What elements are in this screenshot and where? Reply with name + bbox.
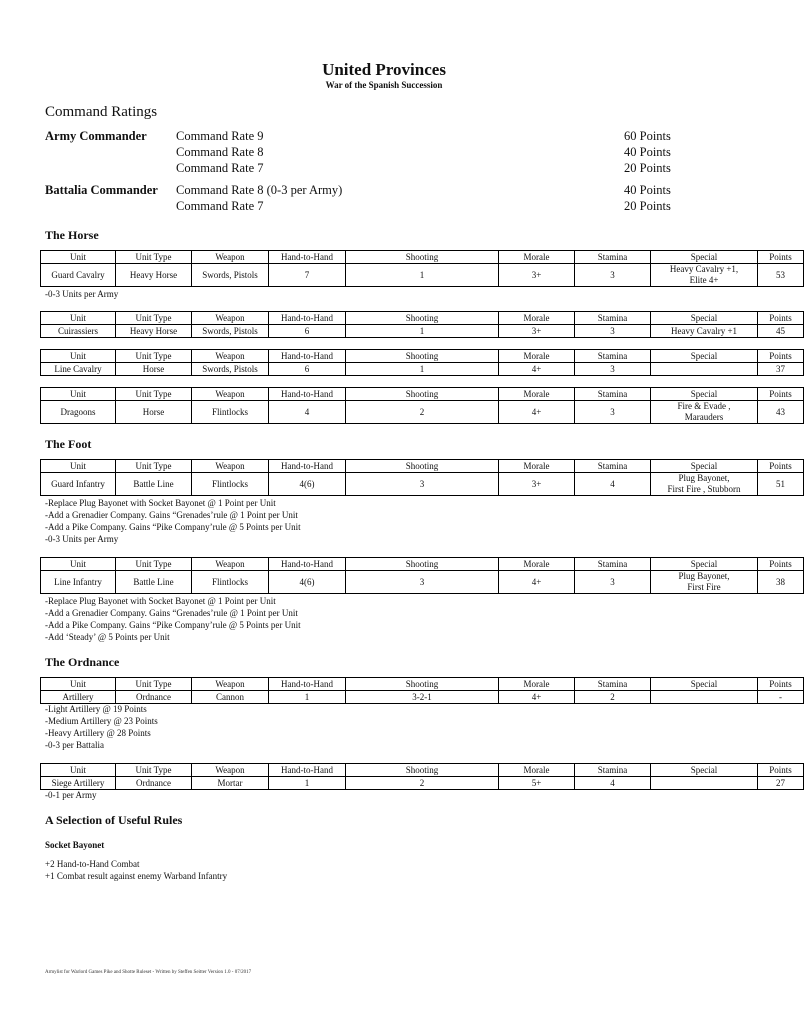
command-ratings-heading: Command Ratings — [45, 104, 158, 120]
table-row — [41, 473, 804, 496]
table-row — [41, 571, 804, 594]
battalia-points-2: 20 Points — [624, 199, 671, 213]
header-stamina: Stamina — [575, 312, 651, 325]
cell-weapon: Flintlocks — [192, 473, 269, 496]
battalia-commander-label: Battalia Commander — [45, 183, 158, 197]
cell-morale: 3+ — [499, 473, 575, 496]
unit-table-line-infantry — [40, 557, 804, 594]
cell-unit: Cuirassiers — [41, 325, 116, 338]
table-header-row — [41, 312, 804, 325]
cell-shooting: 3-2-1 — [346, 691, 499, 704]
table-row — [41, 691, 804, 704]
header-points: Points — [758, 558, 804, 571]
header-shooting: Shooting — [346, 764, 499, 777]
header-shooting: Shooting — [346, 460, 499, 473]
header-unit: Unit — [41, 678, 116, 691]
cell-weapon: Swords, Pistols — [192, 325, 269, 338]
cell-weapon: Swords, Pistols — [192, 363, 269, 376]
table-header-row — [41, 678, 804, 691]
cell-weapon: Flintlocks — [192, 571, 269, 594]
battalia-points-1: 40 Points — [624, 183, 671, 197]
header-stamina: Stamina — [575, 251, 651, 264]
page-subtitle: War of the Spanish Succession — [325, 80, 443, 90]
cell-shooting: 1 — [346, 325, 499, 338]
rule-title-socket-bayonet: Socket Bayonet — [45, 840, 105, 850]
cell-stamina: 3 — [575, 571, 651, 594]
battalia-rate-2: Command Rate 7 — [176, 199, 264, 213]
cell-special — [651, 473, 758, 496]
header-stamina: Stamina — [575, 388, 651, 401]
header-unit-type: Unit Type — [116, 312, 192, 325]
cell-hand-to-hand: 1 — [269, 777, 346, 790]
header-morale: Morale — [499, 764, 575, 777]
army-rate-2: Command Rate 8 — [176, 145, 264, 159]
unit-table-guard-infantry — [40, 459, 804, 496]
cell-points: - — [758, 691, 804, 704]
header-unit: Unit — [41, 460, 116, 473]
cell-shooting: 2 — [346, 401, 499, 424]
header-hand-to-hand: Hand-to-Hand — [269, 312, 346, 325]
table-header-row — [41, 350, 804, 363]
cell-stamina: 3 — [575, 401, 651, 424]
special-line-2: Marauders — [684, 412, 724, 422]
cell-hand-to-hand: 4(6) — [269, 473, 346, 496]
battalia-rate-1: Command Rate 8 (0-3 per Army) — [176, 183, 343, 197]
special-line-1: Plug Bayonet, — [678, 473, 730, 483]
header-hand-to-hand: Hand-to-Hand — [269, 764, 346, 777]
unit-table-guard-cavalry — [40, 250, 804, 287]
cell-unit: Dragoons — [41, 401, 116, 424]
header-special: Special — [651, 251, 758, 264]
cell-weapon: Mortar — [192, 777, 269, 790]
unit-table-cuirassiers — [40, 311, 804, 338]
cell-shooting: 1 — [346, 264, 499, 287]
army-points-3: 20 Points — [624, 161, 671, 175]
cell-unit-type: Heavy Horse — [116, 325, 192, 338]
cell-unit-type: Ordnance — [116, 777, 192, 790]
rule-line: +1 Combat result against enemy Warband Infantry — [45, 871, 228, 881]
cell-shooting: 1 — [346, 363, 499, 376]
header-special: Special — [651, 350, 758, 363]
army-points-1: 60 Points — [624, 129, 671, 143]
table-row — [41, 264, 804, 287]
cell-points: 37 — [758, 363, 804, 376]
header-special: Special — [651, 460, 758, 473]
cell-stamina: 3 — [575, 264, 651, 287]
header-points: Points — [758, 350, 804, 363]
note-line: -0-3 Units per Army — [45, 534, 119, 544]
cell-unit: Guard Infantry — [41, 473, 116, 496]
header-unit: Unit — [41, 388, 116, 401]
cell-stamina: 3 — [575, 325, 651, 338]
table-header-row — [41, 251, 804, 264]
cell-unit-type: Ordnance — [116, 691, 192, 704]
cell-unit-type: Horse — [116, 363, 192, 376]
cell-unit-type: Battle Line — [116, 473, 192, 496]
ordnance-heading: The Ordnance — [45, 655, 120, 669]
header-hand-to-hand: Hand-to-Hand — [269, 678, 346, 691]
header-unit-type: Unit Type — [116, 558, 192, 571]
header-special: Special — [651, 388, 758, 401]
header-shooting: Shooting — [346, 678, 499, 691]
cell-stamina: 3 — [575, 363, 651, 376]
rule-line: +2 Hand-to-Hand Combat — [45, 859, 140, 869]
note-line: -0-3 per Battalia — [45, 740, 104, 750]
header-points: Points — [758, 460, 804, 473]
note-line: -Heavy Artillery @ 28 Points — [45, 728, 151, 738]
cell-unit: Siege Artillery — [41, 777, 116, 790]
cell-hand-to-hand: 6 — [269, 363, 346, 376]
cell-points: 51 — [758, 473, 804, 496]
header-shooting: Shooting — [346, 350, 499, 363]
header-points: Points — [758, 678, 804, 691]
cell-special — [651, 363, 758, 376]
cell-weapon: Swords, Pistols — [192, 264, 269, 287]
header-morale: Morale — [499, 350, 575, 363]
header-special: Special — [651, 764, 758, 777]
guard-infantry-notes — [45, 497, 301, 545]
table-row — [41, 363, 804, 376]
cell-unit-type: Horse — [116, 401, 192, 424]
cell-shooting: 3 — [346, 473, 499, 496]
header-stamina: Stamina — [575, 678, 651, 691]
page-title: United Provinces — [322, 60, 446, 79]
header-weapon: Weapon — [192, 460, 269, 473]
note-line: -Replace Plug Bayonet with Socket Bayonet @ 1 Point per Unit — [45, 498, 276, 508]
header-stamina: Stamina — [575, 558, 651, 571]
cell-weapon: Flintlocks — [192, 401, 269, 424]
cell-special — [651, 777, 758, 790]
army-commander-label: Army Commander — [45, 129, 147, 143]
cell-unit: Artillery — [41, 691, 116, 704]
header-hand-to-hand: Hand-to-Hand — [269, 460, 346, 473]
header-unit: Unit — [41, 558, 116, 571]
header-unit-type: Unit Type — [116, 251, 192, 264]
header-morale: Morale — [499, 251, 575, 264]
header-shooting: Shooting — [346, 558, 499, 571]
cell-special — [651, 264, 758, 287]
table-header-row — [41, 388, 804, 401]
cell-hand-to-hand: 6 — [269, 325, 346, 338]
header-stamina: Stamina — [575, 350, 651, 363]
unit-table-dragoons — [40, 387, 804, 424]
header-weapon: Weapon — [192, 350, 269, 363]
header-stamina: Stamina — [575, 764, 651, 777]
note-line: -Light Artillery @ 19 Points — [45, 704, 147, 714]
cell-points: 45 — [758, 325, 804, 338]
header-unit-type: Unit Type — [116, 460, 192, 473]
cell-special — [651, 571, 758, 594]
header-weapon: Weapon — [192, 388, 269, 401]
header-unit: Unit — [41, 312, 116, 325]
header-special: Special — [651, 678, 758, 691]
header-shooting: Shooting — [346, 312, 499, 325]
cell-morale: 4+ — [499, 571, 575, 594]
army-points-2: 40 Points — [624, 145, 671, 159]
cell-stamina: 4 — [575, 473, 651, 496]
cell-shooting: 2 — [346, 777, 499, 790]
cell-hand-to-hand: 7 — [269, 264, 346, 287]
header-weapon: Weapon — [192, 678, 269, 691]
cell-points: 38 — [758, 571, 804, 594]
cell-stamina: 4 — [575, 777, 651, 790]
artillery-notes — [45, 703, 158, 751]
table-header-row — [41, 764, 804, 777]
cell-hand-to-hand: 4(6) — [269, 571, 346, 594]
cell-morale: 4+ — [499, 401, 575, 424]
header-special: Special — [651, 558, 758, 571]
header-unit-type: Unit Type — [116, 764, 192, 777]
cell-unit: Guard Cavalry — [41, 264, 116, 287]
note-line: -Replace Plug Bayonet with Socket Bayonet @ 1 Point per Unit — [45, 596, 276, 606]
header-weapon: Weapon — [192, 251, 269, 264]
header-morale: Morale — [499, 460, 575, 473]
special-line-2: First Fire — [687, 582, 721, 592]
horse-heading: The Horse — [45, 228, 99, 242]
cell-hand-to-hand: 4 — [269, 401, 346, 424]
cell-special — [651, 691, 758, 704]
cell-morale: 4+ — [499, 363, 575, 376]
army-rate-1: Command Rate 9 — [176, 129, 264, 143]
cell-weapon: Cannon — [192, 691, 269, 704]
cell-special — [651, 401, 758, 424]
special-line-2: First Fire , Stubborn — [667, 484, 741, 494]
table-header-row — [41, 460, 804, 473]
note-line: -0-3 Units per Army — [45, 289, 119, 299]
cell-unit-type: Battle Line — [116, 571, 192, 594]
header-weapon: Weapon — [192, 558, 269, 571]
cell-morale: 4+ — [499, 691, 575, 704]
header-hand-to-hand: Hand-to-Hand — [269, 558, 346, 571]
cell-points: 53 — [758, 264, 804, 287]
header-unit: Unit — [41, 350, 116, 363]
header-stamina: Stamina — [575, 460, 651, 473]
note-line: -Add a Pike Company. Gains “Pike Company’rule @ 5 Points per Unit — [45, 620, 301, 630]
unit-table-artillery — [40, 677, 804, 704]
army-rate-3: Command Rate 7 — [176, 161, 264, 175]
special-line-1: Fire & Evade , — [677, 401, 731, 411]
special-line-1: Plug Bayonet, — [678, 571, 730, 581]
header-hand-to-hand: Hand-to-Hand — [269, 251, 346, 264]
header-morale: Morale — [499, 388, 575, 401]
header-unit: Unit — [41, 764, 116, 777]
header-morale: Morale — [499, 312, 575, 325]
rule-lines — [45, 858, 227, 882]
header-unit-type: Unit Type — [116, 388, 192, 401]
table-row — [41, 401, 804, 424]
header-points: Points — [758, 251, 804, 264]
header-points: Points — [758, 388, 804, 401]
guard-cavalry-notes — [45, 288, 118, 300]
page-footer: Armylist for Warlord Games Pike and Shotte Ruleset - Written by Steffen Seitter Version 1.0 - 07/2017 — [45, 970, 252, 975]
header-points: Points — [758, 764, 804, 777]
table-header-row — [41, 558, 804, 571]
header-special: Special — [651, 312, 758, 325]
header-points: Points — [758, 312, 804, 325]
cell-morale: 3+ — [499, 264, 575, 287]
note-line: -Add a Grenadier Company. Gains “Grenades’rule @ 1 Point per Unit — [45, 510, 298, 520]
header-shooting: Shooting — [346, 388, 499, 401]
header-shooting: Shooting — [346, 251, 499, 264]
special-line-1: Heavy Cavalry +1, — [669, 264, 739, 274]
unit-table-siege-artillery — [40, 763, 804, 790]
foot-heading: The Foot — [45, 437, 92, 451]
note-line: -Add a Pike Company. Gains “Pike Company’rule @ 5 Points per Unit — [45, 522, 301, 532]
header-unit-type: Unit Type — [116, 350, 192, 363]
cell-hand-to-hand: 1 — [269, 691, 346, 704]
cell-morale: 3+ — [499, 325, 575, 338]
cell-shooting: 3 — [346, 571, 499, 594]
cell-points: 43 — [758, 401, 804, 424]
cell-unit: Line Infantry — [41, 571, 116, 594]
header-morale: Morale — [499, 678, 575, 691]
note-line: -0-1 per Army — [45, 790, 97, 800]
cell-stamina: 2 — [575, 691, 651, 704]
table-row — [41, 777, 804, 790]
table-row — [41, 325, 804, 338]
note-line: -Add a Grenadier Company. Gains “Grenades’rule @ 1 Point per Unit — [45, 608, 298, 618]
rules-heading: A Selection of Useful Rules — [45, 813, 183, 827]
header-unit: Unit — [41, 251, 116, 264]
note-line: -Medium Artillery @ 23 Points — [45, 716, 158, 726]
header-weapon: Weapon — [192, 312, 269, 325]
unit-table-line-cavalry — [40, 349, 804, 376]
cell-unit: Line Cavalry — [41, 363, 116, 376]
header-morale: Morale — [499, 558, 575, 571]
siege-artillery-notes — [45, 789, 97, 801]
header-unit-type: Unit Type — [116, 678, 192, 691]
header-weapon: Weapon — [192, 764, 269, 777]
header-hand-to-hand: Hand-to-Hand — [269, 350, 346, 363]
note-line: -Add ‘Steady’ @ 5 Points per Unit — [45, 632, 170, 642]
cell-unit-type: Heavy Horse — [116, 264, 192, 287]
cell-special: Heavy Cavalry +1 — [651, 325, 758, 338]
line-infantry-notes — [45, 595, 301, 643]
special-line-2: Elite 4+ — [689, 275, 719, 285]
header-hand-to-hand: Hand-to-Hand — [269, 388, 346, 401]
cell-morale: 5+ — [499, 777, 575, 790]
cell-points: 27 — [758, 777, 804, 790]
